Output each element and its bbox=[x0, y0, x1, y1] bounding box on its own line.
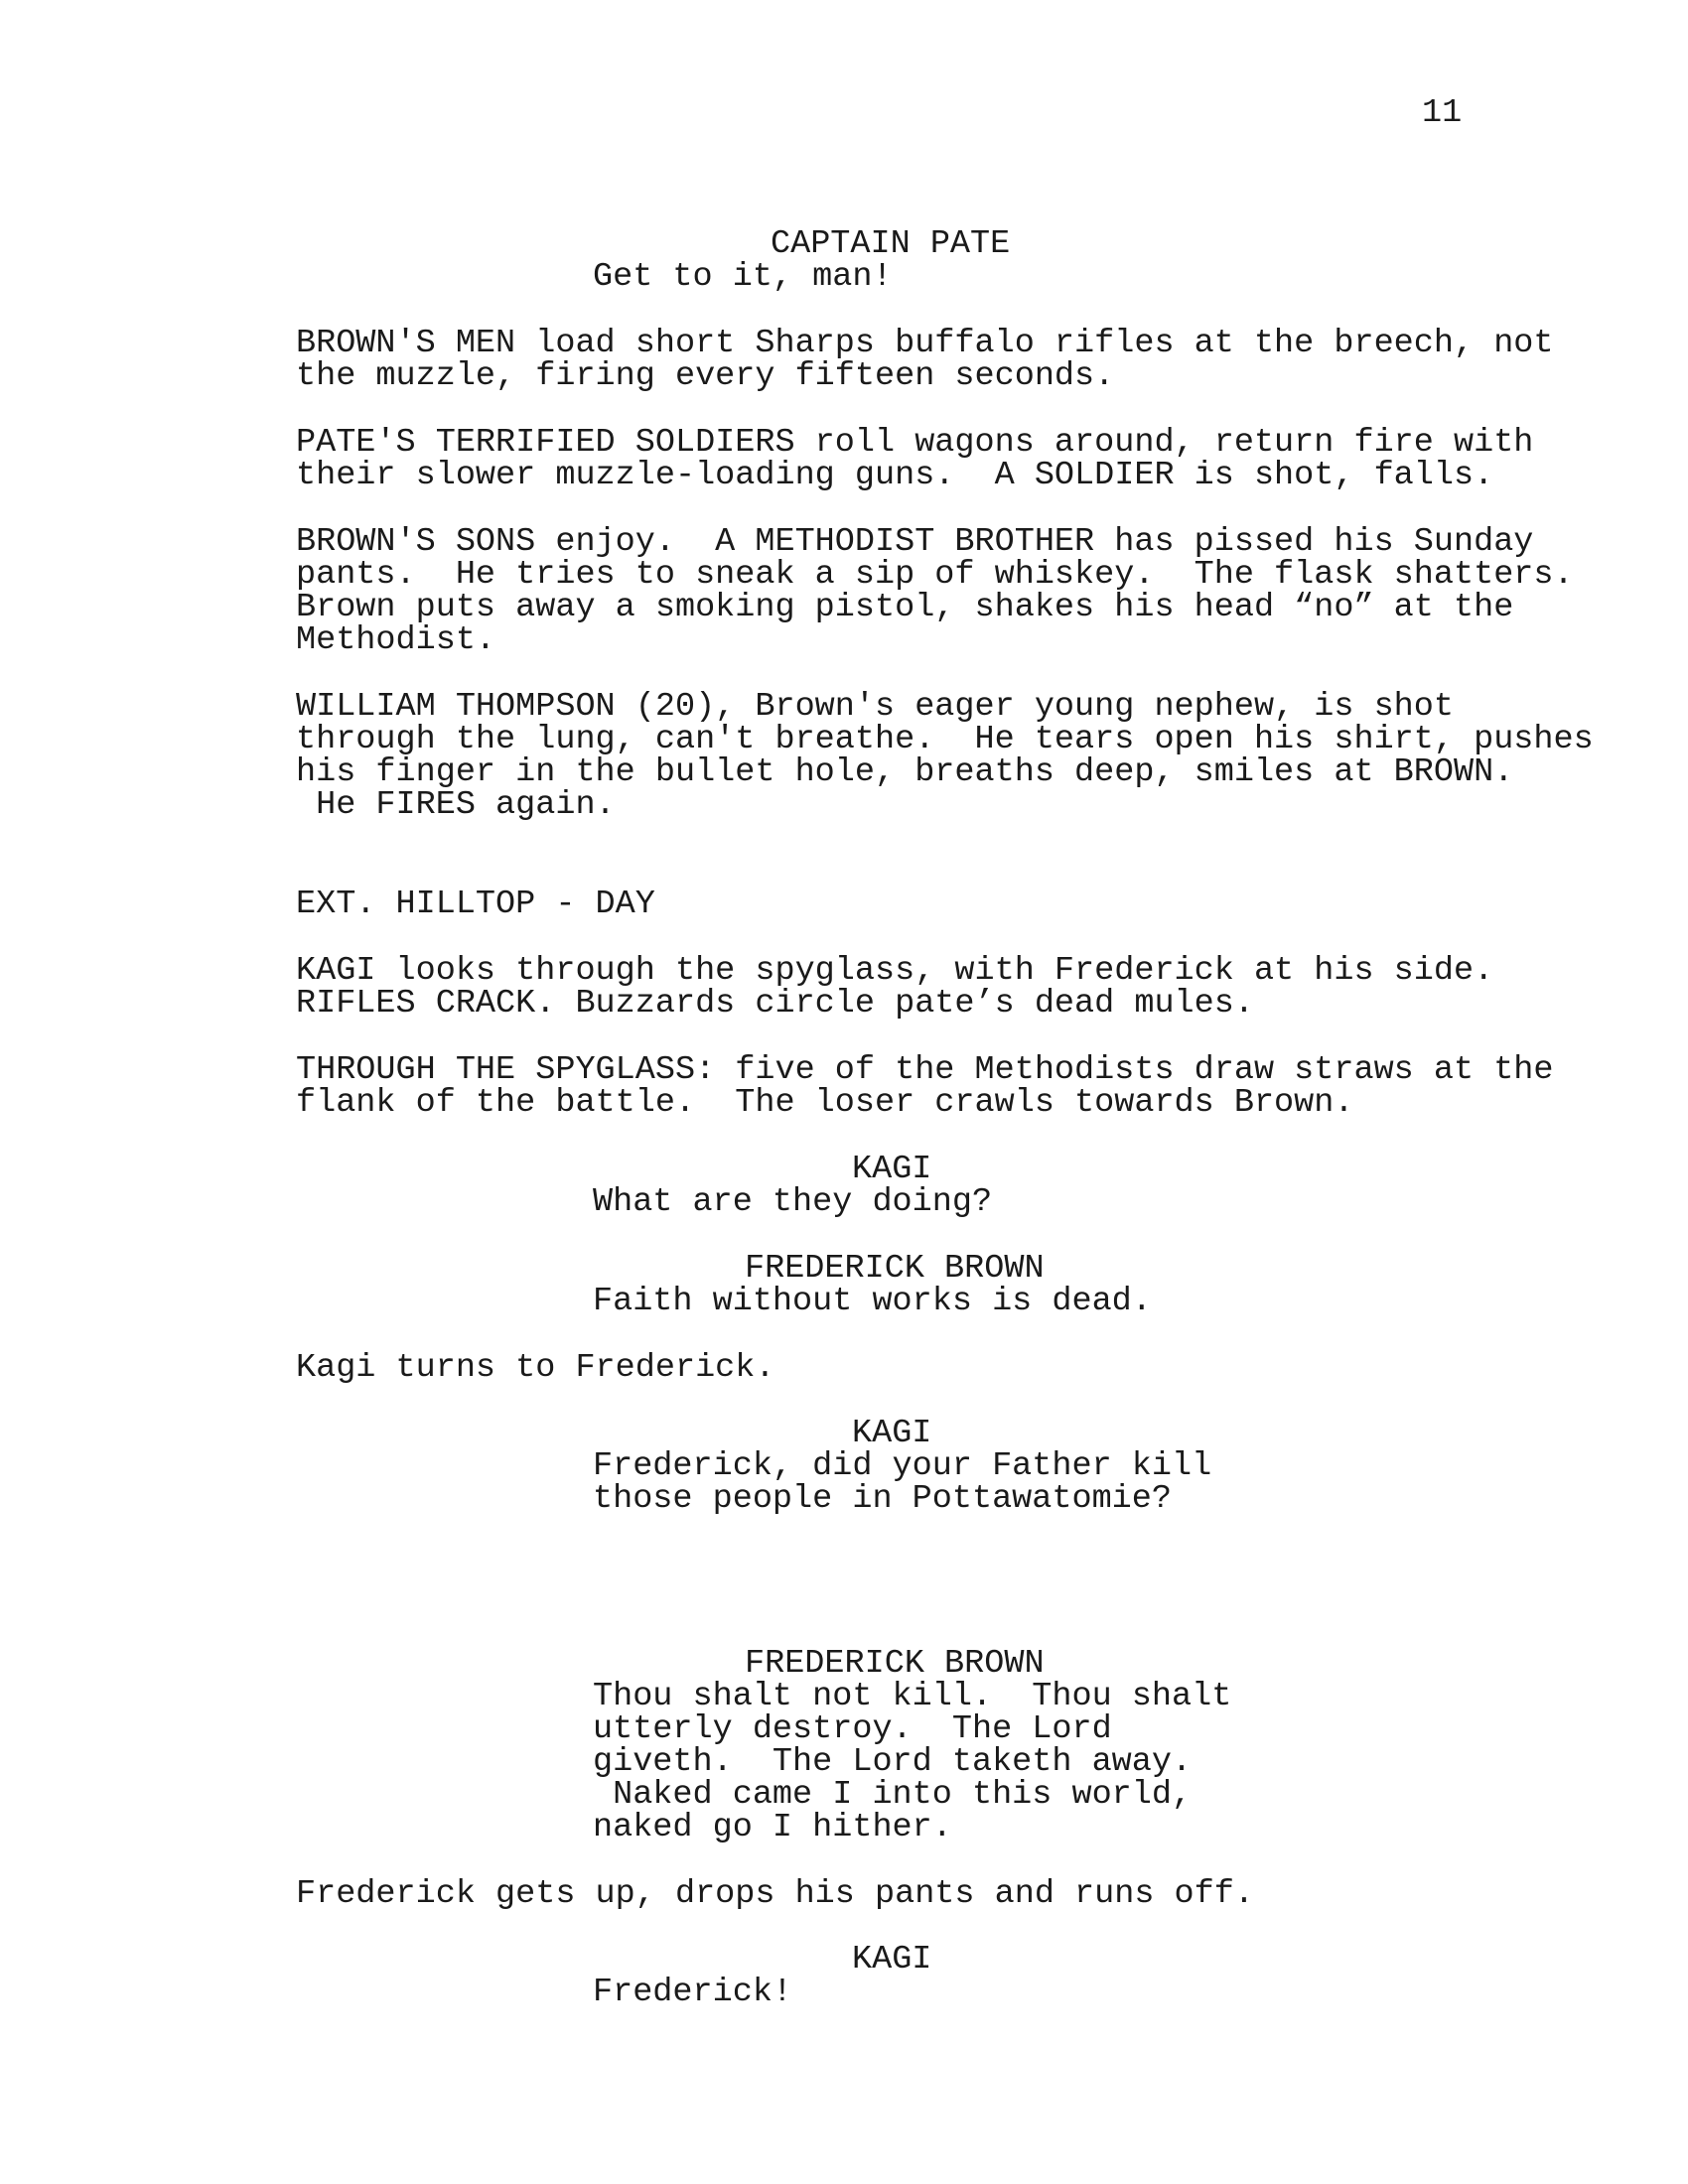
action-line: Frederick gets up, drops his pants and runs off. bbox=[296, 1875, 1254, 1913]
action-line: through the lung, can't breathe. He tears open his shirt, pushes bbox=[296, 721, 1594, 758]
dialogue-line: those people in Pottawatomie? bbox=[593, 1480, 1172, 1518]
action-line: He FIRES again. bbox=[296, 786, 616, 824]
character-cue: FREDERICK BROWN bbox=[745, 1645, 1045, 1683]
character-cue: CAPTAIN PATE bbox=[771, 225, 1011, 263]
action-line: their slower muzzle-loading guns. A SOLDIER is shot, falls. bbox=[296, 457, 1494, 494]
action-line: BROWN'S SONS enjoy. A METHODIST BROTHER has pissed his Sunday bbox=[296, 523, 1534, 561]
action-line: RIFLES CRACK. Buzzards circle pate’s dead mules. bbox=[296, 985, 1254, 1023]
dialogue-line: Frederick, did your Father kill bbox=[593, 1447, 1212, 1485]
dialogue-line: naked go I hither. bbox=[593, 1809, 952, 1846]
action-line: his finger in the bullet hole, breaths deep, smiles at BROWN. bbox=[296, 753, 1514, 791]
dialogue-line: Naked came I into this world, bbox=[593, 1776, 1193, 1814]
character-cue: KAGI bbox=[852, 1151, 932, 1188]
character-cue: FREDERICK BROWN bbox=[745, 1250, 1045, 1288]
action-line: Kagi turns to Frederick. bbox=[296, 1349, 775, 1387]
dialogue-line: Get to it, man! bbox=[593, 258, 893, 296]
dialogue-line: Thou shalt not kill. Thou shalt bbox=[593, 1678, 1232, 1715]
character-cue: KAGI bbox=[852, 1415, 932, 1452]
dialogue-line: Frederick! bbox=[593, 1974, 793, 2011]
action-line: BROWN'S MEN load short Sharps buffalo rifles at the breech, not bbox=[296, 325, 1554, 362]
dialogue-line: What are they doing? bbox=[593, 1183, 993, 1221]
action-line: the muzzle, firing every fifteen seconds. bbox=[296, 357, 1115, 395]
action-line: WILLIAM THOMPSON (20), Brown's eager young nephew, is shot bbox=[296, 688, 1454, 726]
action-line: pants. He tries to sneak a sip of whiskey. The flask shatters. bbox=[296, 556, 1574, 594]
dialogue-line: Faith without works is dead. bbox=[593, 1283, 1152, 1320]
action-line: flank of the battle. The loser crawls towards Brown. bbox=[296, 1084, 1354, 1122]
action-line: PATE'S TERRIFIED SOLDIERS roll wagons around, return fire with bbox=[296, 424, 1534, 462]
page-number: 11 bbox=[1422, 94, 1463, 132]
action-line: THROUGH THE SPYGLASS: five of the Methodists draw straws at the bbox=[296, 1051, 1554, 1089]
dialogue-line: giveth. The Lord taketh away. bbox=[593, 1743, 1193, 1781]
action-line: Methodist. bbox=[296, 621, 496, 659]
dialogue-line: utterly destroy. The Lord bbox=[593, 1710, 1112, 1748]
scene-heading: EXT. HILLTOP - DAY bbox=[296, 886, 655, 923]
action-line: Brown puts away a smoking pistol, shakes his head “no” at the bbox=[296, 589, 1514, 626]
character-cue: KAGI bbox=[852, 1941, 932, 1979]
action-line: KAGI looks through the spyglass, with Frederick at his side. bbox=[296, 952, 1494, 990]
